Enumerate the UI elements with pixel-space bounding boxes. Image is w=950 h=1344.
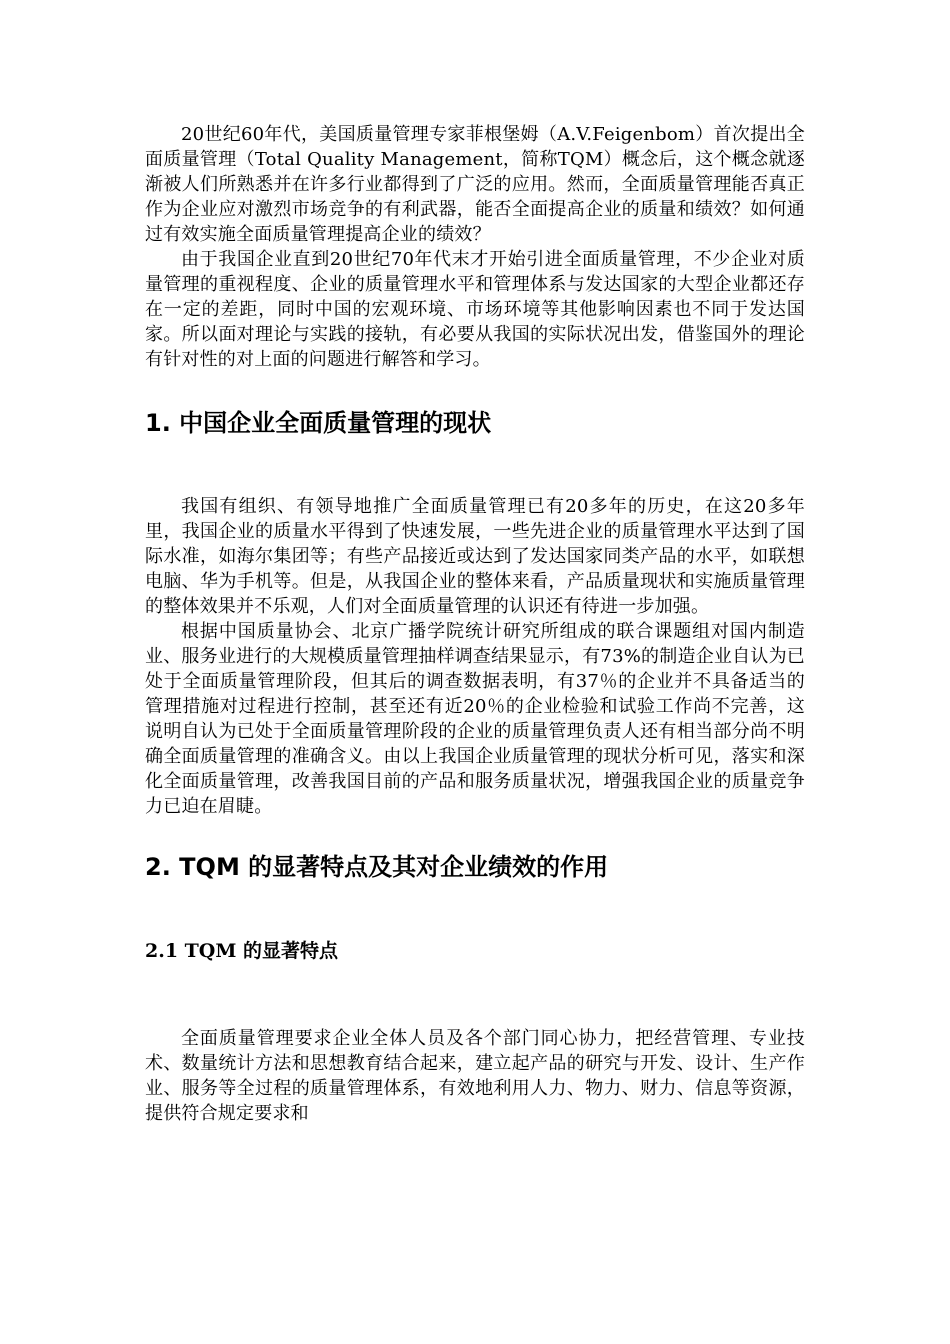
section1-paragraph-1: 我国有组织、有领导地推广全面质量管理已有20多年的历史，在这20多年里，我国企业的质量水平得到了快速发展，一些先进企业的质量管理水平达到了国际水准，如海尔集团等；有些产品接近或达到了发达国家同类产品的水平，如联想电脑、华为手机等。但是，从我国企业的整体来看，产品质量现状和实施质量管理的整体效果并不乐观，人们对全面质量管理的认识还有待进一步加强。 <box>145 496 805 617</box>
intro-paragraph-2: 由于我国企业直到20世纪70年代末才开始引进全面质量管理，不少企业对质量管理的重视程度、企业的质量管理水平和管理体系与发达国家的大型企业都还存在一定的差距，同时中国的宏观环境、市场环境等其他影响因素也不同于发达国家。所以面对理论与实践的接轨，有必要从我国的实际状况出发，借鉴国外的理论有针对性的对上面的问题进行解答和学习。 <box>145 249 805 370</box>
section-heading-1: 1. 中国企业全面质量管理的现状 <box>145 409 492 437</box>
document-page <box>145 122 805 1126</box>
subsection-heading-2-1: 2.1 TQM 的显著特点 <box>145 940 339 962</box>
section1-paragraph-2: 根据中国质量协会、北京广播学院统计研究所组成的联合课题组对国内制造业、服务业进行的大规模质量管理抽样调查结果显示，有73%的制造企业自认为已处于全面质量管理阶段，但其后的调查数据表明，有37％的企业并不具备适当的管理措施对过程进行控制，甚至还有近20％的企业检验和试验工作尚不完善，这说明自认为已处于全面质量管理阶段的企业的质量管理负责人还有相当部分尚不明确全面质量管理的准确含义。由以上我国企业质量管理的现状分析可见，落实和深化全面质量管理，改善我国目前的产品和服务质量状况，增强我国企业的质量竞争力已迫在眉睫。 <box>145 621 805 817</box>
intro-paragraph-1: 20世纪60年代，美国质量管理专家菲根堡姆（A.V.Feigenbom）首次提出全面质量管理（Total Quality Management，简称TQM）概念后，这个概念就逐渐被人们所熟悉并在许多行业都得到了广泛的应用。然而，全面质量管理能否真正作为企业应对激烈市场竞争的有利武器，能否全面提高企业的质量和绩效？如何通过有效实施全面质量管理提高企业的绩效？ <box>145 124 805 245</box>
section-heading-2: 2. TQM 的显著特点及其对企业绩效的作用 <box>145 853 609 881</box>
subsection-paragraph-1: 全面质量管理要求企业全体人员及各个部门同心协力，把经营管理、专业技术、数量统计方法和思想教育结合起来，建立起产品的研究与开发、设计、生产作业、服务等全过程的质量管理体系，有效地利用人力、物力、财力、信息等资源，提供符合规定要求和 <box>145 1028 805 1124</box>
